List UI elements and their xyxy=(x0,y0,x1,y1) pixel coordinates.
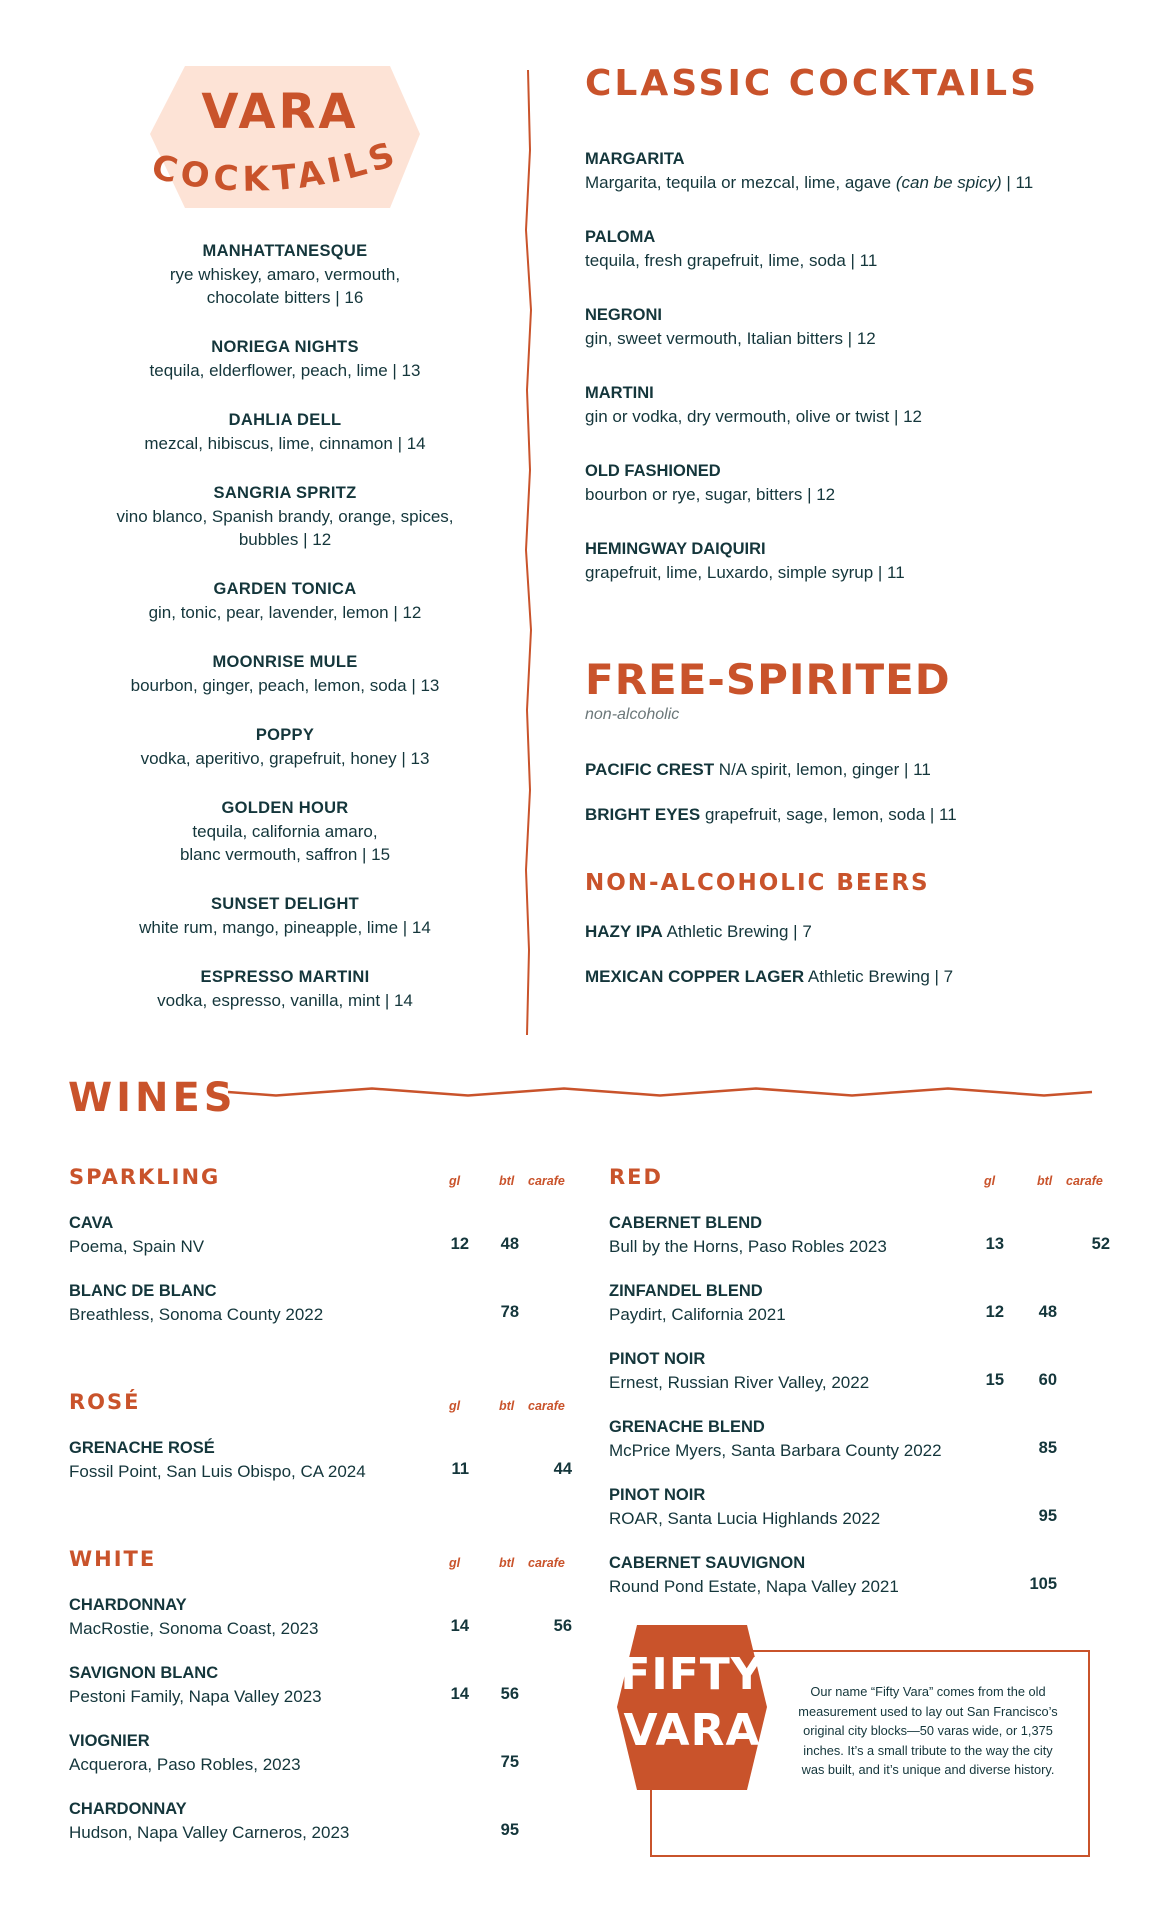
wine-item xyxy=(69,1437,366,1483)
classic-cocktail-name: HEMINGWAY DAIQUIRI xyxy=(585,540,766,558)
classic-cocktail-line xyxy=(585,561,1105,584)
classic-cocktail-line xyxy=(585,249,1105,272)
na-beer-description: Athletic Brewing | 7 xyxy=(662,922,812,941)
price-btl: 105 xyxy=(1029,1575,1057,1593)
cocktail-item xyxy=(80,578,490,624)
column-head-btl: btl xyxy=(499,1174,515,1188)
cocktail-name: NORIEGA NIGHTS xyxy=(211,338,359,356)
wine-producer: Fossil Point, San Luis Obispo, CA 2024 xyxy=(69,1462,366,1481)
cocktail-item xyxy=(80,724,490,770)
cocktail-description: tequila, elderflower, peach, lime | 13 xyxy=(149,361,421,380)
column-head-btl: btl xyxy=(1037,1174,1053,1188)
classic-cocktail-item xyxy=(585,538,1105,584)
classic-cocktail-description: gin or vodka, dry vermouth, olive or twist | 12 xyxy=(585,407,923,426)
wine-name: BLANC DE BLANC xyxy=(69,1282,217,1300)
na-beer-name: MEXICAN COPPER LAGER xyxy=(585,967,805,986)
column-head-btl: btl xyxy=(499,1556,515,1570)
wine-item xyxy=(609,1416,942,1462)
price-btl: 75 xyxy=(500,1753,519,1771)
column-head-carafe: carafe xyxy=(528,1174,565,1188)
price-btl: 56 xyxy=(500,1685,519,1703)
na-beers-list xyxy=(585,920,1125,1010)
cocktail-item xyxy=(80,797,490,866)
price-carafe: 52 xyxy=(1091,1235,1110,1253)
free-spirited-title: FREE-SPIRITED xyxy=(585,655,951,704)
classic-cocktail-description: gin, sweet vermouth, Italian bitters | 12 xyxy=(585,329,876,348)
classic-cocktail-note: (can be spicy) xyxy=(895,173,1002,192)
fifty-vara-badge xyxy=(617,1625,767,1790)
wine-producer: McPrice Myers, Santa Barbara County 2022 xyxy=(609,1441,942,1460)
free-spirited-description: grapefruit, sage, lemon, soda | 11 xyxy=(700,805,957,824)
wine-item xyxy=(609,1280,786,1326)
wine-producer: Ernest, Russian River Valley, 2022 xyxy=(609,1373,870,1392)
vara-cocktails-list xyxy=(80,240,490,1039)
cocktail-description-cont: bubbles | 12 xyxy=(238,530,332,549)
cocktail-description: mezcal, hibiscus, lime, cinnamon | 14 xyxy=(144,434,426,453)
classic-cocktail-description: tequila, fresh grapefruit, lime, soda | 11 xyxy=(585,251,878,270)
cocktail-name: MOONRISE MULE xyxy=(212,653,358,671)
wine-item xyxy=(69,1212,204,1258)
wine-name: GRENACHE BLEND xyxy=(609,1418,765,1436)
wine-name: CHARDONNAY xyxy=(69,1800,187,1818)
wine-name: ZINFANDEL BLEND xyxy=(609,1282,763,1300)
wine-item xyxy=(69,1662,322,1708)
cocktail-description-cont: blanc vermouth, saffron | 15 xyxy=(179,845,391,864)
classic-cocktail-item xyxy=(585,382,1105,428)
cocktail-item xyxy=(80,409,490,455)
cocktail-item xyxy=(80,651,490,697)
column-head-gl: gl xyxy=(449,1556,461,1570)
cocktail-description: bourbon, ginger, peach, lemon, soda | 13 xyxy=(130,676,440,695)
cocktail-name: SANGRIA SPRITZ xyxy=(213,484,357,502)
wine-producer: Pestoni Family, Napa Valley 2023 xyxy=(69,1687,322,1706)
price-btl: 95 xyxy=(500,1821,519,1839)
free-spirited-list xyxy=(585,758,1125,848)
price-carafe: 44 xyxy=(553,1460,572,1478)
wine-producer: Paydirt, California 2021 xyxy=(609,1305,786,1324)
classic-cocktail-name: PALOMA xyxy=(585,228,656,246)
classic-cocktail-description: Margarita, tequila or mezcal, lime, agave xyxy=(585,173,896,192)
price-gl: 13 xyxy=(985,1235,1004,1253)
cocktail-name: DAHLIA DELL xyxy=(228,411,342,429)
cocktail-name: POPPY xyxy=(255,726,315,744)
cocktail-name: SUNSET DELIGHT xyxy=(210,895,360,913)
logo-arched-subtitle xyxy=(140,62,425,212)
classic-cocktail-name: OLD FASHIONED xyxy=(585,462,721,480)
wine-item xyxy=(69,1730,301,1776)
wine-name: CABERNET SAUVIGNON xyxy=(609,1554,806,1572)
cocktail-item xyxy=(80,240,490,309)
wines-title: WINES xyxy=(68,1075,237,1121)
column-divider xyxy=(522,70,536,1038)
classic-cocktail-description: grapefruit, lime, Luxardo, simple syrup | 11 xyxy=(585,563,905,582)
cocktail-name: MANHATTANESQUE xyxy=(202,242,368,260)
free-spirited-item xyxy=(585,803,1125,826)
price-gl: 11 xyxy=(451,1460,469,1478)
price-carafe: 56 xyxy=(553,1617,572,1635)
price-gl: 12 xyxy=(450,1235,469,1253)
column-head-carafe: carafe xyxy=(528,1556,565,1570)
na-beer-name: HAZY IPA xyxy=(585,922,663,941)
classic-cocktail-line xyxy=(585,483,1105,506)
price-btl: 78 xyxy=(500,1303,519,1321)
cocktail-item xyxy=(80,336,490,382)
classic-cocktail-line xyxy=(585,327,1105,350)
vara-cocktails-logo xyxy=(140,62,425,212)
na-beer-description: Athletic Brewing | 7 xyxy=(804,967,954,986)
wine-item xyxy=(609,1348,869,1394)
cocktail-description-cont: chocolate bitters | 16 xyxy=(206,288,364,307)
svg-text:COCKTAILS xyxy=(148,133,404,200)
wine-category-rose: ROSÉ xyxy=(69,1390,141,1414)
classic-cocktail-name: NEGRONI xyxy=(585,306,663,324)
cocktail-item xyxy=(80,893,490,939)
cocktail-description: gin, tonic, pear, lavender, lemon | 12 xyxy=(148,603,422,622)
wine-producer: Hudson, Napa Valley Carneros, 2023 xyxy=(69,1823,350,1842)
wines-wave-divider xyxy=(228,1086,1106,1100)
free-spirited-item xyxy=(585,758,1125,781)
price-gl: 12 xyxy=(985,1303,1004,1321)
classic-cocktails-list xyxy=(585,148,1105,616)
logo-title: VARA xyxy=(201,84,359,140)
classic-cocktail-line xyxy=(585,405,1105,428)
wine-name: VIOGNIER xyxy=(69,1732,150,1750)
wine-item xyxy=(69,1798,349,1844)
logo-subtitle: COCKTAILS xyxy=(147,133,405,200)
wine-producer: Poema, Spain NV xyxy=(69,1237,205,1256)
classic-cocktail-name: MARTINI xyxy=(585,384,654,402)
classic-cocktail-item xyxy=(585,148,1105,194)
price-gl: 15 xyxy=(985,1371,1004,1389)
column-head-carafe: carafe xyxy=(1066,1174,1103,1188)
wine-producer: Breathless, Sonoma County 2022 xyxy=(69,1305,324,1324)
wine-name: GRENACHE ROSÉ xyxy=(69,1439,215,1457)
wine-category-white: WHITE xyxy=(69,1547,157,1571)
price-gl: 14 xyxy=(450,1685,469,1703)
classic-cocktails-title: CLASSIC COCKTAILS xyxy=(585,63,1040,104)
column-head-carafe: carafe xyxy=(528,1399,565,1413)
classic-cocktail-item xyxy=(585,304,1105,350)
wine-item xyxy=(69,1594,318,1640)
column-head-gl: gl xyxy=(984,1174,996,1188)
cocktail-item xyxy=(80,966,490,1012)
column-head-gl: gl xyxy=(449,1399,461,1413)
wine-producer: ROAR, Santa Lucia Highlands 2022 xyxy=(609,1509,881,1528)
wine-producer: MacRostie, Sonoma Coast, 2023 xyxy=(69,1619,319,1638)
price-btl: 60 xyxy=(1038,1371,1057,1389)
classic-cocktail-name: MARGARITA xyxy=(585,150,685,168)
cocktail-description: vino blanco, Spanish brandy, orange, spices, xyxy=(116,507,454,526)
cocktail-name: GOLDEN HOUR xyxy=(221,799,349,817)
cocktail-name: GARDEN TONICA xyxy=(213,580,357,598)
badge-word-vara: VARA xyxy=(623,1705,761,1756)
cocktail-name: ESPRESSO MARTINI xyxy=(200,968,370,986)
cocktail-description: vodka, aperitivo, grapefruit, honey | 13 xyxy=(140,749,430,768)
free-spirited-description: N/A spirit, lemon, ginger | 11 xyxy=(714,760,931,779)
cocktail-description: vodka, espresso, vanilla, mint | 14 xyxy=(157,991,413,1010)
classic-cocktail-item xyxy=(585,460,1105,506)
wine-producer: Acquerora, Paso Robles, 2023 xyxy=(69,1755,301,1774)
classic-cocktail-item xyxy=(585,226,1105,272)
na-beer-item xyxy=(585,920,1125,943)
column-head-btl: btl xyxy=(499,1399,515,1413)
wine-name: PINOT NOIR xyxy=(609,1486,706,1504)
wine-name: PINOT NOIR xyxy=(609,1350,706,1368)
price-btl: 85 xyxy=(1038,1439,1057,1457)
column-head-gl: gl xyxy=(449,1174,461,1188)
cocktail-description: rye whiskey, amaro, vermouth, xyxy=(169,265,401,284)
price-btl: 48 xyxy=(1038,1303,1057,1321)
cocktail-item xyxy=(80,482,490,551)
classic-cocktail-line xyxy=(585,171,1105,194)
wine-producer: Bull by the Horns, Paso Robles 2023 xyxy=(609,1237,887,1256)
badge-word-fifty: FIFTY xyxy=(620,1649,764,1700)
classic-cocktail-price: | 11 xyxy=(1001,173,1034,192)
free-spirited-name: BRIGHT EYES xyxy=(585,805,701,824)
na-beer-item xyxy=(585,965,1125,988)
classic-cocktail-description: bourbon or rye, sugar, bitters | 12 xyxy=(585,485,836,504)
price-gl: 14 xyxy=(450,1617,469,1635)
wine-item xyxy=(609,1484,880,1530)
cocktail-description: tequila, california amaro, xyxy=(192,822,378,841)
wine-name: SAVIGNON BLANC xyxy=(69,1664,219,1682)
wine-category-sparkling: SPARKLING xyxy=(69,1165,221,1189)
wine-item xyxy=(609,1212,887,1258)
wine-name: CAVA xyxy=(69,1214,114,1232)
wine-category-red: RED xyxy=(609,1165,663,1189)
wine-name: CHARDONNAY xyxy=(69,1596,187,1614)
free-spirited-name: PACIFIC CREST xyxy=(585,760,715,779)
free-spirited-subtitle: non-alcoholic xyxy=(585,706,680,723)
wine-name: CABERNET BLEND xyxy=(609,1214,763,1232)
fifty-vara-description: Our name “Fifty Vara” comes from the old measurement used to lay out San Francisco’s original city blocks—50 varas wide, or 1,375 inches. It’s a small tribute to the way the city was built, and it’s unique and diverse history. xyxy=(798,1684,1058,1777)
price-btl: 48 xyxy=(500,1235,519,1253)
price-btl: 95 xyxy=(1038,1507,1057,1525)
cocktail-description: white rum, mango, pineapple, lime | 14 xyxy=(139,918,431,937)
wine-item xyxy=(609,1552,899,1598)
wine-producer: Round Pond Estate, Napa Valley 2021 xyxy=(609,1577,899,1596)
wine-item xyxy=(69,1280,323,1326)
na-beers-title: NON-ALCOHOLIC BEERS xyxy=(585,870,930,896)
